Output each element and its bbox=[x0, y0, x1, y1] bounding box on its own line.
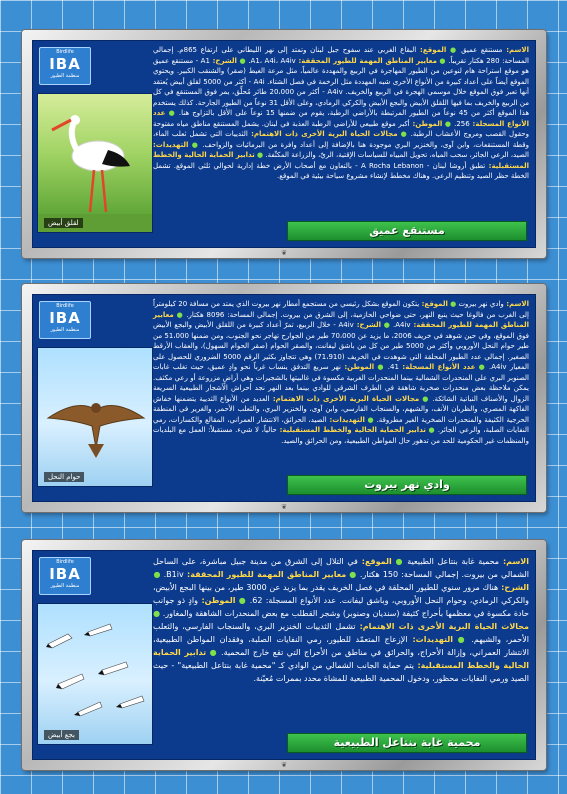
bullet-icon: ● bbox=[364, 415, 377, 424]
bullet-icon: ● bbox=[453, 635, 472, 644]
field-value: A1، A4i، A4iv. bbox=[248, 56, 296, 65]
field-label: الاسم: bbox=[503, 300, 529, 308]
field-value: B1iv. bbox=[163, 570, 184, 579]
field-label: الشرح: bbox=[498, 583, 529, 592]
field-label: عدد الأنواع المسجلة: bbox=[398, 363, 476, 371]
site-title: مستنقع عميق bbox=[287, 221, 527, 241]
field-value: الصيد، الحرائق، الانتشار العمراني، المقالع والكسارات، رمي النفايات الصلبة، والرعي الجائر. bbox=[153, 415, 529, 434]
field-value: الثدييات التي تشمل ثعلب الماء، وقطة المستنقعات، وابن آوى، والخنزير البري موجودة هنا بالإضافة إلى أعداد وافرة من البرمائيات والزواحف. bbox=[153, 130, 529, 149]
card-panel bbox=[32, 40, 536, 248]
field-value: محمية غابة بنتاعل الطبيعية bbox=[407, 557, 500, 566]
field-label: معايير المناطق المهمة للطيور المحققة: bbox=[153, 310, 530, 329]
photo-caption: بجع أبيض bbox=[44, 730, 79, 740]
field-label: التهديدات: bbox=[153, 140, 189, 149]
field-label: الموطن: bbox=[197, 596, 236, 605]
field-label: مجالات الحياة البرية الأخرى ذات الاهتمام: bbox=[355, 622, 529, 631]
site-card-1 bbox=[22, 30, 546, 258]
iba-logo: Birdlife IBA منظمة الطيور bbox=[39, 557, 91, 595]
field-label: تدابير الحماية الحالية والخطط المستقبلية: bbox=[153, 648, 529, 670]
bullet-icon: ● bbox=[346, 570, 360, 579]
bullet-icon: ● bbox=[173, 310, 187, 319]
field-label: الموقع: bbox=[419, 300, 448, 308]
stork-photo bbox=[37, 93, 153, 233]
field-value: الصيد، الرعي الجائر، سحب المياه، تحويل الميياه للسياسات الإقتية، الريّ، والزراعة المكثّفة. bbox=[265, 151, 529, 159]
field-label: الشرح: bbox=[209, 56, 237, 65]
bullet-icon: ● bbox=[436, 56, 449, 65]
bullet-icon: ● bbox=[374, 363, 388, 371]
field-label: عدد الأنواع المسجلة: bbox=[153, 109, 529, 128]
field-label: الشرح: bbox=[353, 321, 382, 329]
field-value: A1 - مستنقع عميق هو موقع استراحة هام لنوعين من الطيور المهاجرة في الربيع والمهددة عالمياً، مثل مرعة الغيط (صقر) والشنقب الكبير. ويحتوي الموقع أيضاً على أعداد كبيرة من الأنواع الأخرى شبه المهددة مثل الرخمة في فصل الشتاء. A4i - أكثر من 5000 لقلق أبيض يُعتقد أنها تعبر فوق الموقع خلال موسمي الهجرة في الربيع والخريف. A4iv - أكثر من 20،000 طائر مُحلِّق، يمر فوق المستنقع في كل من الربيع والخريف بما فيها اللقلق الأبيض والبجع الأبيض والكركي الرمادي، وعلى الأقل 31 نوعاً من الطيور الجارحة. كذلك يستخدم هذا الموقع أكثر من 45 نوعاً من الطيور المرتبطة بالأراضي الرطبة، يقوم من ضمنها 15 نوعاً على الأقل بالتزاوج هنا. bbox=[153, 56, 530, 117]
bullet-icon: ● bbox=[165, 109, 179, 117]
field-label: تدابير الحماية الحالية والخطط المستقبلية: bbox=[153, 151, 529, 170]
card-panel bbox=[32, 294, 536, 502]
bullet-icon: ● bbox=[442, 119, 455, 128]
field-label: مجالات الحياة البرية الأخرى ذات الاهتمام: bbox=[269, 394, 420, 403]
bullet-icon: ● bbox=[153, 609, 163, 618]
field-label: الموطن: bbox=[409, 119, 443, 128]
card-description bbox=[153, 299, 529, 446]
field-value: وادٍ ذو جوانب حادة مكسوة في معظمها بأحراج كثيفة (سنديان وصنوبر) وشجر القطلب مع بعض المنحدرات الشاهقة والمغاور. bbox=[153, 596, 529, 618]
site-card-2 bbox=[22, 284, 546, 512]
pelicans-photo bbox=[37, 603, 153, 745]
field-value: A4iv. bbox=[393, 321, 411, 329]
bullet-icon: ● bbox=[206, 648, 222, 657]
field-value: الإزعاج المتعمّد للطيور، رمي النفايات الصلبة، وفقدان المواطن الطبيعية، الانتشار العمراني، وإزالة الأحراج، والحرائق في مناطق من الأحراج التي تقع خارج المحمية. bbox=[153, 635, 529, 657]
field-value: يتكون الموقع بشكل رئيسي من مستجمع أمطار نهر بيروت الذي يمتد من مسافة 20 كيلومتراً إلى الغرب من فالوغا حيث ينبع النهر، حتى ضواحي الحازمية، إلى الشرق من بيروت. إجمالي المساحة: 8096 هكتار. bbox=[152, 300, 529, 319]
field-label: معايير المناطق المهمة للطيور المحققة: bbox=[295, 56, 437, 65]
field-label: معايير المناطق المهمة للطيور المحققة: bbox=[183, 570, 347, 579]
field-value: تطبق أروشا لبنان - A Rocha Lebanon - بالتعاون مع أصحاب الأرض خطة إدارية لحوالي ثلثي الموقع. تشمل الخطة حظر الصيد وتنظيم الرعي. وهناك مخطط لإنشاء مشروع سياحة بيئية في الموقع. bbox=[153, 161, 529, 180]
site-card-3 bbox=[22, 540, 546, 770]
field-label: مجالات الحياة البرية الأخرى ذات الاهتمام: bbox=[247, 130, 398, 138]
field-label: تدابير الحماية الحالية والخطط المستقبلية: bbox=[276, 426, 426, 434]
site-title: محمية غابة بنتاعل الطبيعية bbox=[287, 733, 527, 753]
bullet-icon: ● bbox=[381, 321, 394, 329]
card-panel bbox=[32, 550, 536, 760]
field-label: الموقع: bbox=[416, 46, 447, 54]
white-stork-icon bbox=[38, 94, 153, 233]
field-label: التهديدات: bbox=[407, 635, 453, 644]
honey-buzzard-icon bbox=[38, 348, 153, 487]
field-value: هناك مرور سنوي للطيور المحلقة في فصل الخريف يقدر بما يزيد عن 3000 طير، من بينها البجع الأبيض، والكركي الرمادي، وحوام النحل الأوروبي، وباشق ليفانت. عدد الأنواع المسجلة: 62. bbox=[153, 583, 530, 605]
field-value: أكبر موقع طبيعي للأراضي الرطبة العذبة في لبنان. يشمل المستنقع مناطق مياه مفتوحة وحقول القصب ومروج الأعشاب الرطبة. bbox=[153, 119, 530, 138]
buzzard-photo bbox=[37, 347, 153, 487]
field-value: مستنقع عميق bbox=[461, 46, 503, 54]
bullet-icon: ● bbox=[235, 596, 250, 605]
field-label: التهديدات: bbox=[326, 415, 365, 424]
bullet-icon: ● bbox=[391, 557, 408, 566]
field-value: تشمل الثدييات الخنزير البري، والسنجاب الفارسي، والثعلب الأحمر، والشيهم. bbox=[153, 622, 529, 644]
site-title: وادي نهر بيروت bbox=[287, 475, 527, 495]
field-value: وادي نهر بيروت bbox=[458, 300, 504, 308]
field-value: A4iv - خلال الربيع، تمرّ أعداد كبيرة من اللقلق الأبيض والبجع الأبيض فوق الموقع، وفي حين شوهد في خريف 2006، ما يزيد عن 70،000 طير من الجوارح تهاجر نحو الجنوب، ومن ضمنها 51،000 من طير حوام النحل الأوروبي وأكثر من 5000 طير من كل من باشق ليفانت، والصقر الحوام (صقر الحوام السهول)، والعقاب الأرقط الصغير. إجمالي عدد الطيور المحلقة التي شوهدت في الخريف (71،910) وهي تتجاوز بكثير الرقم 5000 الضروري للحصول على المعيار A4iv. bbox=[153, 321, 530, 371]
bullet-icon: ● bbox=[397, 130, 411, 138]
bullet-icon: ● bbox=[447, 300, 459, 308]
field-label: الاسم: bbox=[499, 557, 530, 566]
field-value: يتم حماية الجانب الشمالي من الوادي كـ "محمية غابة بنتاعل الطبيعية" - حيث الصيد ورمي النفايات محظور، ودخول المحمية الطبيعية للمشاة محدد بممرات مُعيّنة. bbox=[153, 661, 529, 683]
bullet-icon: ● bbox=[153, 570, 164, 579]
field-value: 41. bbox=[387, 363, 399, 371]
photo-caption: حوام النحل bbox=[44, 472, 84, 482]
bullet-icon: ● bbox=[419, 394, 433, 403]
bullet-icon: ● bbox=[446, 46, 462, 54]
field-value: حالياً، لا شيء. مستقبلاً: العمل مع البلديات والمنظمات غير الحكومية للحد من تدهور حال المواطن الطبيعية، ومن الحرائق والصيد. bbox=[153, 426, 529, 445]
field-value: 256. bbox=[454, 119, 470, 128]
photo-caption: لقلق أبيض bbox=[44, 218, 83, 228]
bullet-icon: ● bbox=[254, 151, 266, 159]
bullet-icon: ● bbox=[188, 140, 203, 149]
bullet-icon: ● bbox=[425, 426, 438, 434]
field-value: البقاع الغربي عند سفوح جبل لبنان وتمتد إلى نهر الليطاني على ارتفاع 865م. إجمالي المساحة: 280 هكتار تقريباً. bbox=[153, 46, 530, 65]
card-description bbox=[153, 555, 529, 685]
field-label: الاسم: bbox=[502, 46, 530, 54]
iba-logo: Birdlife IBA منظمة الطيور bbox=[39, 47, 91, 85]
iba-logo: Birdlife IBA منظمة الطيور bbox=[39, 301, 91, 339]
card-description bbox=[153, 45, 529, 182]
field-label: الموقع: bbox=[357, 557, 392, 566]
field-label: الموطن: bbox=[340, 363, 375, 371]
leaf-ornament-icon: ❦ bbox=[281, 761, 287, 769]
leaf-ornament-icon: ❦ bbox=[281, 503, 287, 511]
leaf-ornament-icon: ❦ bbox=[281, 249, 287, 257]
field-value: نهر سريع التدفق ينساب غرباً نحو وادٍ عميق، حيث تغلب غابات الصنوبر البري على المنحدرات الشمالية بينما المنحدرات الغربية مكسوة في غالبيتها بالشجيرات وهي أراضٍ مزروعة أو رعي مكثف. يمكن ملاحظة بعض منحدرات صخرية شاهقة في الطرف الشرقي للوادي بينما بعد النهر نجد أحراش الأشجار الطبيعية السريعة الزوال والأصناف النباتية الشائكة. bbox=[153, 363, 529, 403]
bullet-icon: ● bbox=[236, 56, 249, 65]
white-pelican-icon bbox=[38, 604, 153, 745]
bullet-icon: ● bbox=[475, 363, 490, 371]
field-value: في التلال إلى الشرق من مدينة جبيل مباشرة، على الساحل الشمالي من بيروت. إجمالي المساحة: 150 هكتار. bbox=[153, 557, 529, 579]
field-value: العديد من الأنواع الثديية يتضمنها خفاش الفاكهة المصري، والظربان الأنف، والشيهم، والسنجاب الفارسي، وابن آوى، والخنزير البري، والثعلب الأحمر، والغرير في المنطقة الحرجية الكثيفة والمنحدرات الصخرية الغير مطروقة. bbox=[153, 394, 529, 424]
